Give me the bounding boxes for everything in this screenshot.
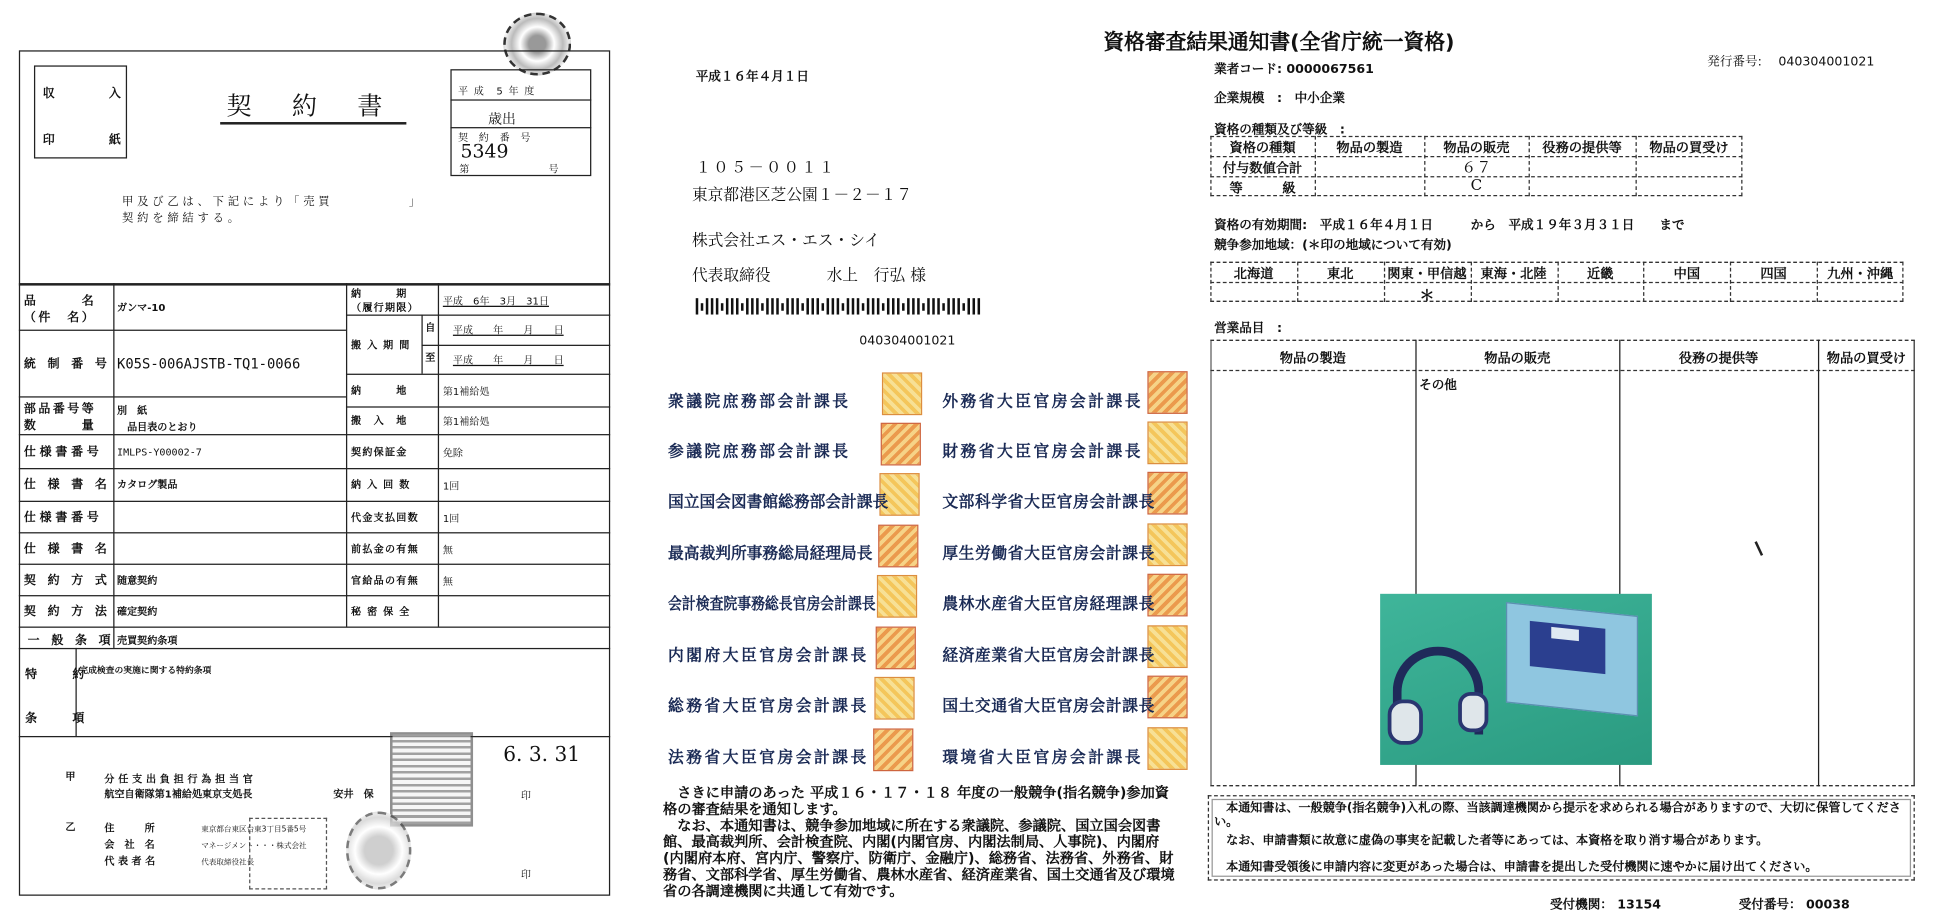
header-divider (1210, 370, 1915, 371)
field-label: 仕 様 書 名 (23, 478, 111, 492)
company-scale: 企業規模 : 中小企業 (1214, 91, 1345, 106)
barcode-bar (706, 298, 709, 314)
stamp-box-bottom: 印 紙 (42, 133, 131, 148)
barcode-bar (932, 298, 935, 314)
barcode-bar (842, 303, 845, 311)
office-name: 国立国会図書館総務部会計課長 (668, 491, 889, 511)
office-name: 最高裁判所事務総局経理局長 (668, 543, 873, 563)
no-suffix: 号 (548, 163, 559, 175)
barcode-bar (922, 303, 925, 311)
general-terms-value: 売買契約条項 (117, 635, 178, 647)
row-divider (346, 532, 610, 533)
party-a-title: 分任支出負担行為担当官 (104, 773, 257, 786)
barcode-bar (872, 298, 875, 314)
barcode-bar (827, 298, 830, 314)
office-name: 参議院庶務部会計課長 (668, 441, 851, 461)
party-a-name: 安井 保 (333, 788, 374, 801)
field-value: カタログ製品 (117, 479, 178, 491)
field-value: 第1補給処 (442, 416, 490, 428)
field-label: 品 名 （件 名） (23, 293, 97, 324)
contract-number-label: 契 約 番 号 (457, 132, 535, 144)
field-value: 免除 (442, 447, 463, 459)
recipient-address: 東京都港区芝公園１－２－１７ (691, 184, 913, 204)
vendor-code: 業者コード: 0000067561 (1214, 62, 1374, 77)
field-label: 納 期 （履行期限） (351, 287, 419, 313)
contract-frame (19, 50, 610, 895)
field-value: 1回 (442, 480, 460, 492)
region-name: 北海道 (1233, 266, 1274, 282)
intro-line-2: 契約を締結する。 (122, 212, 243, 226)
field-label: 秘 密 保 全 (351, 605, 411, 618)
office-name: 法務省大臣官房会計課長 (668, 747, 869, 767)
table-cell: 等 級 (1229, 181, 1296, 197)
row-divider (19, 468, 346, 469)
items-heading: 営業品目 : (1214, 322, 1283, 336)
row-divider (19, 501, 346, 502)
contract-date: 6. 3. 31 (503, 742, 581, 767)
field-label: 納 地 (351, 384, 408, 397)
barcode-bar (857, 298, 860, 314)
col-divider (346, 283, 347, 626)
table-cell: C (1470, 176, 1483, 194)
item-value: その他 (1419, 378, 1457, 393)
col-divider (113, 283, 114, 648)
row-divider (346, 468, 610, 469)
reception-number: 受付番号： 00038 (1738, 898, 1850, 912)
intro-line-1: 甲及び乙は、下記により「売買 」 (122, 196, 424, 209)
barcode-bar (947, 298, 950, 314)
office-seal (873, 728, 913, 771)
barcode-bar (751, 298, 754, 314)
barcode-bar (912, 298, 915, 314)
table-cell: ６７ (1461, 158, 1492, 177)
product-photo (1380, 594, 1652, 765)
letter-paragraph-2: なお、本通知書は、競争参加地域に所在する衆議院、参議院、国立国会図書館、最高裁判所、会計検査院、内閣(内閣官房、内閣法制局、人事院)、内閣府(内閣府本府、宮内庁、警察庁、防衛庁、金融庁)、総務省、法務省、外務省、財務省、文部科学省、厚生労働省、農林水産省、経済産業省、国土交通省及び環境省の各調達機関に共通して有効です。 (663, 817, 1175, 900)
office-name: 文部科学省大臣官房会計課長 (942, 491, 1155, 511)
region-name: 近畿 (1587, 266, 1614, 282)
barcode-bar (887, 298, 890, 314)
field-label: 部品番号等 数 量 (23, 402, 97, 433)
table-cell: 付与数値合計 (1222, 161, 1303, 177)
divider (450, 127, 591, 128)
barcode-bar (776, 298, 779, 314)
barcode-bar (867, 298, 870, 314)
barcode-bar (761, 303, 764, 311)
office-name: 衆議院庶務部会計課長 (668, 391, 851, 411)
row-divider (346, 374, 610, 375)
recipient-title: 代表取締役 (691, 265, 771, 285)
field-value: 別 紙 品目表のとおり (117, 405, 198, 433)
barcode-bar (711, 298, 714, 314)
special-terms-label-1: 特 約 (25, 668, 89, 682)
barcode-bar (766, 298, 769, 314)
field-value: 1回 (442, 512, 460, 524)
office-name: 総務省大臣官房会計課長 (668, 695, 869, 715)
region-name: 関東・甲信越 (1387, 266, 1467, 282)
divider (421, 344, 610, 345)
table-top-border (19, 283, 610, 286)
office-seal (1147, 421, 1187, 464)
column-header: 物品の買受け (1826, 351, 1907, 367)
office-seal (1147, 371, 1187, 414)
barcode-bar (721, 303, 724, 311)
barcode-bar (902, 303, 905, 311)
office-name: 経済産業省大臣官房会計課長 (942, 645, 1155, 665)
issue-number: 発行番号: 040304001021 (1707, 55, 1875, 70)
office-seal (882, 372, 922, 415)
field-value: 無 (442, 544, 453, 556)
party-b-company: マネージメント・・・株式会社 (201, 841, 307, 851)
from-label: 自 (425, 322, 436, 334)
field-value: 随意契約 (117, 574, 158, 586)
field-label: 納 入 回 数 (351, 479, 411, 491)
row-divider (19, 736, 610, 737)
headphone-ear-right (1458, 692, 1488, 732)
barcode-bar (978, 298, 981, 314)
barcode-bar (962, 303, 965, 311)
field-label: 仕様書番号 (23, 444, 103, 459)
postal-barcode (696, 298, 983, 314)
barcode-bar (822, 303, 825, 311)
barcode-bar (967, 298, 970, 314)
party-a-mark: 甲 (65, 771, 76, 783)
barcode-bar (811, 298, 814, 314)
col-divider (438, 283, 439, 626)
barcode-bar (832, 298, 835, 314)
field-label: 前払金の有無 (351, 542, 419, 555)
field-value: 無 (442, 575, 453, 587)
office-seal (874, 677, 914, 720)
column-header: 物品の販売 (1484, 351, 1551, 367)
field-label: 契約保証金 (351, 445, 408, 458)
no-prefix: 第 (459, 163, 470, 175)
office-name: 厚生労働省大臣官房会計課長 (942, 543, 1155, 563)
row-divider (346, 434, 610, 435)
square-seal (390, 732, 473, 826)
delivery-to-date: 平成 年 月 日 (452, 354, 564, 367)
region-name: 中国 (1673, 266, 1701, 282)
office-seal (1147, 727, 1187, 770)
fiscal-year: 平 成 5 年 度 (457, 85, 536, 97)
party-a-org: 航空自衛隊第1補給処東京支処長 (104, 788, 253, 801)
office-name: 環境省大臣官房会計課長 (942, 747, 1144, 767)
field-label: 契 約 方 法 (23, 604, 111, 619)
office-name: 内閣府大臣官房会計課長 (668, 645, 869, 665)
field-value: 確定契約 (117, 605, 158, 618)
row-divider (19, 330, 346, 331)
field-value: IMLPS-Y00002-7 (117, 445, 202, 458)
field-value: K05S-006AJSTB-TQ1-0066 (117, 355, 301, 372)
barcode-bar (852, 298, 855, 314)
account-type: 歳出 (488, 110, 516, 128)
field-label: 搬 入 期 間 (351, 339, 411, 351)
contract-title: 契 約 書 (226, 90, 391, 121)
party-b-address: 東京都台東区台東3丁目5番5号 (201, 825, 307, 835)
region-mark: ＊ (1419, 286, 1435, 305)
office-seal (881, 423, 921, 466)
row-divider (19, 396, 346, 397)
barcode-bar (817, 298, 820, 314)
field-value: ガンマ-10 (117, 301, 166, 313)
barcode-bar (786, 298, 789, 314)
notice-line-3: 本通知書受領後に申請内容に変更があった場合は、申請書を提出した受付機関に速やかに届け出てください。 (1214, 860, 1818, 875)
notice-line-1: 本通知書は、一般競争(指名競争)入札の際、当該調達機関から提示を求められる場合がありますので、大切に保管してください。 (1214, 801, 1901, 830)
barcode-bar (806, 298, 809, 314)
validity-period: 資格の有効期間: 平成１６年４月１日 から 平成１９年３月３１日 まで (1214, 218, 1685, 233)
field-value: 平成 6年 3月 31日 (442, 295, 549, 307)
to-label: 至 (425, 352, 436, 364)
col-divider (1818, 340, 1819, 787)
recipient-company: 株式会社エス・エス・シイ (691, 230, 880, 250)
barcode-bar (731, 298, 734, 314)
office-name: 国土交通省大臣官房会計課長 (942, 695, 1155, 715)
barcode-bar (847, 298, 850, 314)
row-divider (346, 315, 610, 316)
barcode-bar (837, 298, 840, 314)
field-label: 統 制 番 号 (23, 356, 111, 371)
barcode-bar (942, 303, 945, 311)
recipient-name: 水上 行弘 様 (826, 265, 926, 285)
barcode-bar (957, 298, 960, 314)
row-divider (19, 532, 346, 533)
barcode-bar (746, 298, 749, 314)
barcode-bar (741, 303, 744, 311)
field-label: 官給品の有無 (351, 574, 419, 586)
barcode-bar (716, 298, 719, 314)
region-heading: 競争参加地域：(＊印の地域について有効) (1214, 239, 1452, 253)
notice-title: 資格審査結果通知書(全省庁統一資格) (1103, 30, 1455, 55)
barcode-bar (862, 303, 865, 311)
region-name: 東海・北陸 (1480, 266, 1547, 282)
barcode-bar (791, 298, 794, 314)
field-label: 搬 入 地 (351, 415, 408, 427)
barcode-bar (973, 298, 976, 314)
contract-number: 5349 (460, 139, 509, 163)
address-label: 住 所 (104, 822, 155, 835)
letter-paragraph-1: さきに申請のあった 平成１６・１７・１８ 年度の一般競争(指名競争)参加資格の審査結果を通知します。 (663, 785, 1170, 818)
device-box (1506, 602, 1638, 717)
row-divider (19, 648, 610, 649)
field-label: 代金支払回数 (351, 511, 419, 523)
column-header: 役務の提供等 (1678, 351, 1759, 367)
office-name: 会計検査院事務総長官房会計課長 (668, 593, 876, 613)
barcode-bar (796, 298, 799, 314)
row-divider (19, 627, 610, 628)
barcode-bar (781, 303, 784, 311)
column-header: 役務の提供等 (1542, 140, 1622, 157)
reception-office: 受付機関： 13154 (1549, 898, 1662, 912)
row-divider (19, 564, 346, 565)
barcode-bar (726, 298, 729, 314)
letter-number: 040304001021 (859, 334, 956, 349)
barcode-bar (882, 303, 885, 311)
party-a-seal-mark: 印 (520, 790, 531, 802)
special-terms-label-2: 条 項 (25, 712, 89, 726)
party-b-mark: 乙 (65, 821, 76, 833)
field-value: 第1補給処 (442, 386, 490, 398)
barcode-bar (907, 298, 910, 314)
barcode-bar (897, 298, 900, 314)
general-terms-label: 一 般 条 項 (27, 634, 115, 648)
row-divider (19, 595, 346, 596)
barcode-bar (771, 298, 774, 314)
party-b-representative: 代表取締役社長 (201, 858, 255, 867)
column-header: 物品の製造 (1336, 140, 1403, 157)
region-name: 東北 (1327, 266, 1354, 282)
barcode-bar (701, 303, 704, 311)
stamp-box-top: 収 入 (42, 86, 131, 101)
row-divider (346, 406, 610, 407)
barcode-bar (917, 298, 920, 314)
column-header: 物品の販売 (1443, 140, 1510, 157)
barcode-bar (801, 303, 804, 311)
row-divider (19, 434, 346, 435)
column-header: 物品の買受け (1649, 140, 1729, 157)
barcode-bar (892, 298, 895, 314)
barcode-bar (736, 298, 739, 314)
field-label: 仕 様 書 名 (23, 541, 111, 556)
office-name: 財務省大臣官房会計課長 (942, 441, 1144, 461)
notice-line-2: なお、申請書類に故意に虚偽の事実を記載した者等にあっては、本資格を取り消す場合があります。 (1214, 834, 1769, 848)
representative-label: 代 表 者 名 (104, 855, 156, 867)
barcode-bar (937, 298, 940, 314)
delivery-from-date: 平成 年 月 日 (452, 324, 564, 336)
headphone-ear-left (1388, 700, 1423, 745)
row-divider (346, 564, 610, 565)
office-seal (876, 627, 916, 670)
postal-code: １０５－００１１ (695, 158, 837, 177)
special-terms-value: 完成検査の実施に関する特約条項 (79, 665, 212, 676)
row-divider (346, 595, 610, 596)
divider (450, 99, 591, 100)
office-name: 農林水産省大臣官房経理課長 (942, 593, 1155, 613)
office-seal (878, 525, 918, 568)
barcode-bar (877, 298, 880, 314)
row-divider (346, 501, 610, 502)
region-name: 四国 (1760, 266, 1787, 282)
barcode-bar (696, 298, 699, 314)
barcode-bar (952, 298, 955, 314)
round-seal-company (346, 811, 411, 889)
party-b-seal-mark: 印 (520, 869, 531, 881)
company-label: 会 社 名 (104, 839, 155, 851)
office-seal (877, 575, 917, 618)
barcode-bar (756, 298, 759, 314)
letter-date: 平成１６年４月１日 (695, 70, 809, 85)
field-label: 仕様書番号 (23, 510, 103, 524)
column-header: 資格の種類 (1229, 140, 1296, 157)
field-label: 契 約 方 式 (23, 573, 111, 587)
region-name: 九州・沖縄 (1827, 266, 1894, 282)
grade-heading: 資格の種類及び等級 : (1214, 123, 1345, 138)
barcode-bar (927, 298, 930, 314)
office-name: 外務省大臣官房会計課長 (942, 391, 1144, 411)
column-header: 物品の製造 (1279, 351, 1346, 367)
title-underline (220, 122, 406, 125)
